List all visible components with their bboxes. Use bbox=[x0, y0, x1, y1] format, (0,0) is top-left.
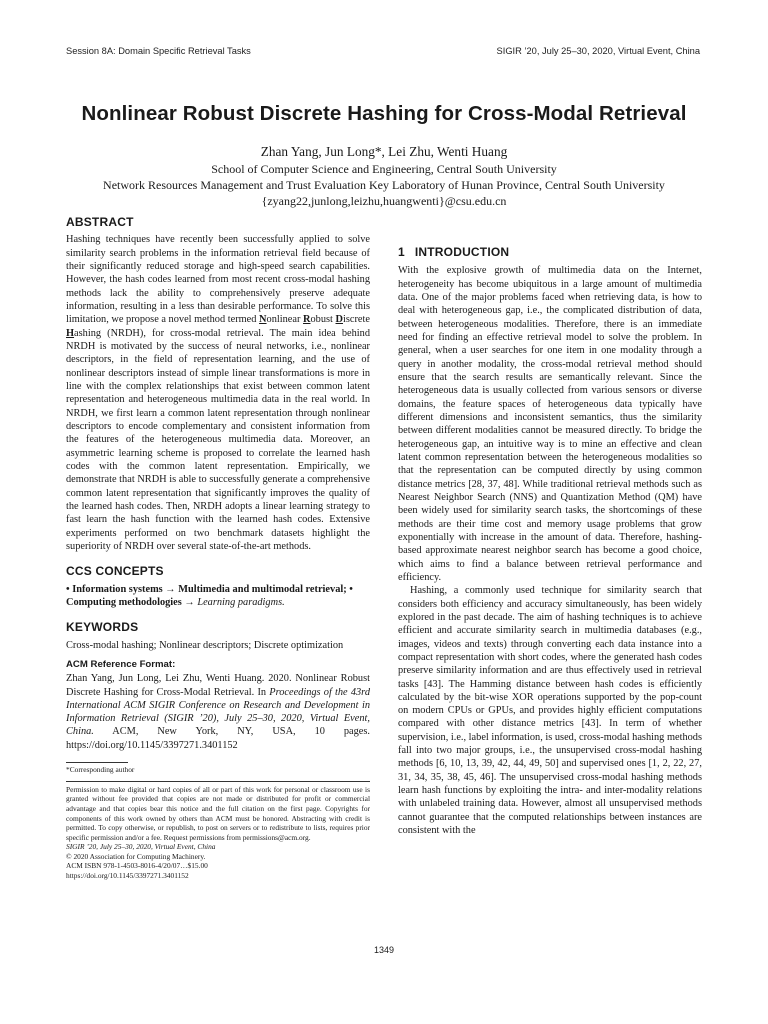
keywords-heading: KEYWORDS bbox=[66, 620, 139, 635]
paper-title: Nonlinear Robust Discrete Hashing for Cross-Modal Retrieval bbox=[81, 102, 687, 125]
copyright-line: © 2020 Association for Computing Machinery. bbox=[66, 851, 206, 861]
ccs-heading: CCS CONCEPTS bbox=[66, 564, 164, 579]
section-number: 1 bbox=[398, 245, 405, 259]
author-list: Zhan Yang, Jun Long*, Lei Zhu, Wenti Huang bbox=[260, 144, 508, 159]
acm-reference-heading: ACM Reference Format: bbox=[66, 658, 176, 670]
page-number: 1349 bbox=[373, 945, 395, 955]
permission-block bbox=[66, 781, 370, 881]
introduction-heading bbox=[398, 246, 702, 259]
right-column bbox=[398, 246, 702, 837]
running-header-left: Session 8A: Domain Specific Retrieval Tasks bbox=[66, 46, 251, 56]
affiliation-lab: Network Resources Management and Trust Evaluation Key Laboratory of Hunan Province, Central South University bbox=[103, 178, 665, 192]
abstract-heading: ABSTRACT bbox=[66, 215, 134, 229]
intro-paragraph-1: With the explosive growth of multimedia data on the Internet, heterogeneity has become ubiquitous in a large amount of multimedia data. One of the major problems faced when retrieving data, is how to deal with heterogeneous gap, i.e., the complicated distribution of data, between heterogeneous modalities. Therefore, there is an immediate need for finding an effective retrieval model to solve the problem. In general, when a user searches for one item in one modality through a query in another modality, the cross-modal retrieval method should ensure that the search results are semantically relevant. Since the heterogeneous data is usually collected from various sensors or diverse domains, the feature spaces of heterogeneous data typically have different dimensions and inconsistent semantics, thus the similarity between different modalities cannot be measured directly. To bridge the heterogeneous gap, an intuitive way is to mine an effective and clean latent common representation between the heterogeneous modalities so that the representation can be computed directly by using common distance metrics [28, 37, 48]. While traditional retrieval methods such as Nearest Neighbor Search (NNS) and Quantization Method (QM) have been widely used for similarity search tasks, the shortcomings of these methods are their time cost and memory usage problems that grow exponentially with increase in the amount of data. Therefore, hashing-based approximate nearest neighbor search has become a good choice, which aims to find a balance between retrieval performance and efficiency. bbox=[398, 265, 702, 583]
footnote-rule bbox=[66, 762, 128, 763]
acm-reference-text: Zhan Yang, Jun Long, Lei Zhu, Wenti Huang. 2020. Nonlinear Robust Discrete Hashing for Cross-Modal Retrieval. In Proceedings of the 43rd International ACM SIGIR Conference on Research and Development in Information Retrieval (SIGIR ’20), July 25–30, 2020, Virtual Event, China. ACM, New York, NY, USA, 10 pages. https://doi.org/10.1145/3397271.3401152 bbox=[66, 673, 370, 751]
intro-paragraph-2: Hashing, a commonly used technique for similarity search that considers both efficiency and accuracy simultaneously, has been widely explored in the past decade. The aim of hashing techniques is to achieve efficient and accurate similarity search in multimedia databases (e.g., images, videos and texts) through converting each data instance into a compact representation with short codes, where the generated hash codes preserve similarity information and are thus effectively used in retrieval tasks [43]. The Hamming distance between hash codes is efficiently calculated by the bit-wise XOR operations supported by the pop-count on modern CPUs or GPUs, and provides highly efficient computations compared with other distance metrics [43]. In term of whether supervision, i.e., label information, is used, cross-modal hashing methods fall into two major groups, i.e., the unsupervised cross-modal hashing methods [6, 10, 13, 39, 42, 44, 49, 50] and supervised ones [1, 2, 22, 27, 31, 34, 35, 38, 45, 46]. The unsupervised cross-modal hashing methods learn hash functions by exploiting the intra- and inter-modality relations with unlabeled training data. However, almost all unsupervised methods cannot guarantee that the computed relationships between instances are consistent with the bbox=[398, 585, 702, 837]
venue-line: SIGIR ’20, July 25–30, 2020, Virtual Event, China bbox=[66, 842, 216, 852]
left-column bbox=[66, 216, 370, 881]
abstract-body: Hashing techniques have recently been successfully applied to solve similarity search problems in the information retrieval field because of their significantly reduced storage and high-speed search capabilities. However, the hash codes learned from most recent cross-modal hashing methods lack the ability to comprehensively preserve adequate information, resulting in a less than desirable performance. To solve this limitation, we propose a novel method termed Nonlinear Robust Discrete Hashing (NRDH), for cross-modal retrieval. The main idea behind NRDH is motivated by the success of neural networks, i.e., nonlinear descriptors, in the field of representation learning, and the use of nonlinear descriptors instead of simple linear transformations is more in line with the complex relationships that exist between common latent representation and heterogeneous multimedia data in the real world. In NRDH, we first learn a common latent representation through nonlinear descriptors to encode complementary and consistent information from the features of the heterogeneous multimedia data. Moreover, an asymmetric learning scheme is proposed to correlate the learned hash codes with the common latent representation. Empirically, we demonstrate that NRDH is able to successfully generate a comprehensive common latent representation that significantly improves the quality of the learned hash codes. Then, NRDH adopts a linear learning strategy to fast learn the hash function with the learned hash codes. Extensive experiments performed on two benchmark datasets highlight the superiority of NRDH over several state-of-the-art methods. bbox=[66, 234, 370, 552]
section-title: INTRODUCTION bbox=[414, 245, 510, 259]
isbn-line: ACM ISBN 978-1-4503-8016-4/20/07…$15.00 bbox=[66, 861, 208, 871]
affiliation-school: School of Computer Science and Engineering, Central South University bbox=[211, 162, 557, 176]
author-emails: {zyang22,junlong,leizhu,huangwenti}@csu.edu.cn bbox=[261, 194, 507, 208]
corresponding-author-note: *Corresponding author bbox=[66, 765, 135, 775]
running-header-right: SIGIR ’20, July 25–30, 2020, Virtual Event, China bbox=[496, 46, 700, 56]
doi-line: https://doi.org/10.1145/3397271.3401152 bbox=[66, 871, 189, 881]
keywords-list: Cross-modal hashing; Nonlinear descriptors; Discrete optimization bbox=[66, 639, 344, 651]
ccs-concepts: • Information systems → Multimedia and multimodal retrieval; • Computing methodologies → Learning paradigms. bbox=[66, 583, 353, 608]
permission-text: Permission to make digital or hard copies of all or part of this work for personal or classroom use is granted without fee provided that copies are not made or distributed for profit or commercial advantage and that copies bear this notice and the full citation on the first page. Copyrights for components of this work owned by others than ACM must be honored. Abstracting with credit is permitted. To copy otherwise, or republish, to post on servers or to redistribute to lists, requires prior specific permission and/or a fee. Request permissions from permissions@acm.org. bbox=[66, 784, 370, 842]
